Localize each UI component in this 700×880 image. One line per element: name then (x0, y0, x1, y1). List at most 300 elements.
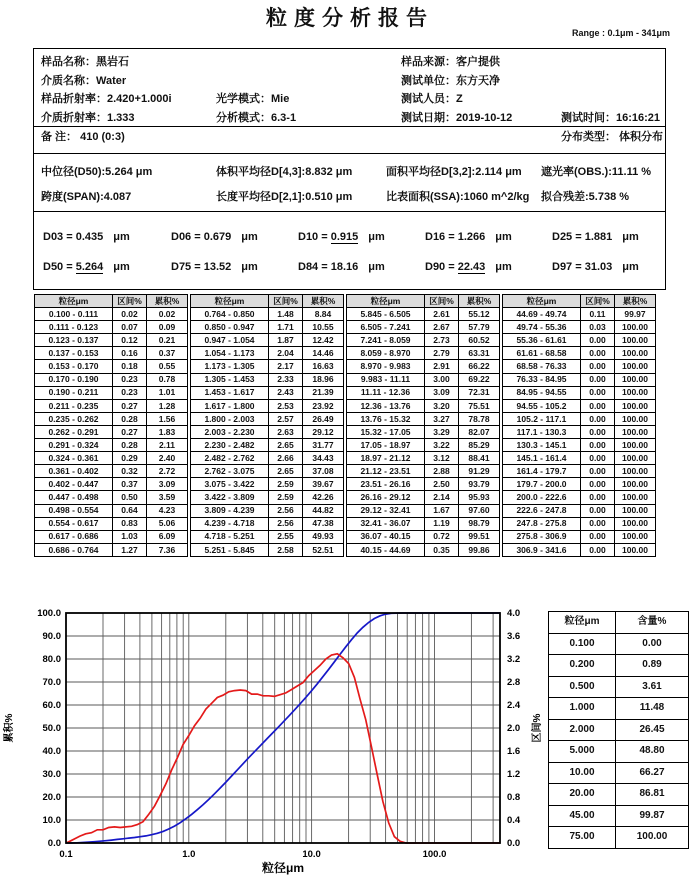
interval-pct-cell: 2.33 (269, 373, 303, 386)
info-field: 样品名称：黑岩石 (41, 56, 129, 69)
page-title: 粒度分析报告 (266, 7, 434, 30)
y-right-tick: 3.2 (507, 654, 521, 665)
table-row (191, 530, 344, 543)
distribution-table (34, 294, 668, 557)
table-row (191, 504, 344, 517)
table-row (35, 543, 188, 556)
d-name: D50 = (43, 261, 76, 273)
y-left-tick: 0.0 (47, 838, 61, 849)
table-row (191, 439, 344, 452)
table-row (347, 347, 500, 360)
interval-pct-cell: 3.12 (425, 452, 459, 465)
interval-pct-cell: 2.61 (425, 308, 459, 321)
y-right-tick: 2.4 (507, 700, 521, 711)
stat-field: 长度平均径D[2,1]:0.510 μm (216, 191, 353, 203)
size-range-cell: 11.11 - 12.36 (347, 386, 425, 399)
x-tick: 0.1 (59, 849, 73, 860)
interval-pct-cell: 0.83 (113, 517, 147, 530)
table-row (191, 334, 344, 347)
table-row (191, 543, 344, 556)
table-row (549, 805, 689, 827)
cumulative-pct-cell: 21.39 (303, 386, 344, 399)
d-name: D97 = (552, 261, 585, 273)
table-header-row (191, 295, 344, 308)
interval-pct-cell: 0.23 (113, 386, 147, 399)
stat-field: 面积平均径D[3,2]:2.114 μm (386, 166, 522, 178)
interval-pct-cell: 0.28 (113, 412, 147, 425)
cumulative-pct-cell: 69.22 (459, 373, 500, 386)
cumulative-pct-cell: 47.38 (303, 517, 344, 530)
table-row (35, 334, 188, 347)
interval-pct-cell: 0.00 (581, 530, 615, 543)
cumulative-pct-cell: 100.00 (615, 386, 656, 399)
table-row (35, 412, 188, 425)
cumulative-pct-cell: 57.79 (459, 321, 500, 334)
size-range-cell: 161.4 - 179.7 (503, 465, 581, 478)
interval-pct-cell: 0.00 (581, 491, 615, 504)
interval-pct-cell: 0.72 (425, 530, 459, 543)
cumulative-pct-cell: 72.31 (459, 386, 500, 399)
table-row (347, 399, 500, 412)
content-pct-cell: 86.81 (616, 784, 689, 806)
table-row (503, 452, 656, 465)
interval-pct-cell: 0.00 (581, 465, 615, 478)
table-row (347, 308, 500, 321)
size-range-cell: 0.111 - 0.123 (35, 321, 113, 334)
d-unit: μm (495, 261, 512, 273)
interval-pct-cell: 0.03 (581, 321, 615, 334)
d-values-row (34, 222, 665, 252)
size-range-cell: 179.7 - 200.0 (503, 478, 581, 491)
d-unit: μm (241, 261, 258, 273)
size-cell: 45.00 (549, 805, 616, 827)
stat-field: 拟合残差:5.738 % (541, 191, 630, 203)
y-left-tick: 20.0 (42, 792, 61, 803)
cumulative-pct-cell: 100.00 (615, 412, 656, 425)
cumulative-pct-cell: 100.00 (615, 452, 656, 465)
table-row (35, 478, 188, 491)
table-row (191, 399, 344, 412)
cumulative-pct-cell: 1.01 (147, 386, 188, 399)
cumulative-pct-cell: 7.36 (147, 543, 188, 556)
size-range-cell: 26.16 - 29.12 (347, 491, 425, 504)
size-range-cell: 1.173 - 1.305 (191, 360, 269, 373)
distribution-group-table (346, 294, 500, 557)
cumulative-pct-cell: 3.59 (147, 491, 188, 504)
y-left-tick: 30.0 (42, 769, 61, 780)
y-right-axis-label: 区间% (532, 713, 543, 743)
interval-pct-cell: 2.67 (425, 321, 459, 334)
cumulative-pct-cell: 85.29 (459, 439, 500, 452)
table-row (347, 543, 500, 556)
cumulative-pct-cell: 31.77 (303, 439, 344, 452)
table-row (35, 530, 188, 543)
size-range-cell: 0.686 - 0.764 (35, 543, 113, 556)
cumulative-pct-cell: 100.00 (615, 399, 656, 412)
column-header: 区间% (425, 295, 459, 308)
size-range-cell: 5.251 - 5.845 (191, 543, 269, 556)
interval-pct-cell: 2.17 (269, 360, 303, 373)
interval-pct-cell: 1.27 (113, 543, 147, 556)
size-range-cell: 49.74 - 55.36 (503, 321, 581, 334)
interval-pct-cell: 2.43 (269, 386, 303, 399)
table-row (503, 491, 656, 504)
d-number: 31.03 (584, 261, 613, 273)
d-value (425, 231, 552, 243)
size-range-cell: 84.95 - 94.55 (503, 386, 581, 399)
cumulative-pct-cell: 100.00 (615, 517, 656, 530)
interval-pct-cell: 0.00 (581, 478, 615, 491)
cumulative-pct-cell: 100.00 (615, 504, 656, 517)
info-field: 光学模式：Mie (216, 93, 290, 106)
interval-pct-cell: 3.29 (425, 425, 459, 438)
size-range-cell: 8.059 - 8.970 (347, 347, 425, 360)
column-header: 区间% (581, 295, 615, 308)
cumulative-pct-cell: 2.40 (147, 452, 188, 465)
d-number: 0.915 (330, 231, 359, 243)
size-range-cell: 145.1 - 161.4 (503, 452, 581, 465)
table-row (503, 425, 656, 438)
cumulative-pct-cell: 75.51 (459, 399, 500, 412)
size-cell: 0.100 (549, 633, 616, 655)
cumulative-pct-cell: 100.00 (615, 347, 656, 360)
cumulative-pct-cell: 100.00 (615, 491, 656, 504)
table-row (191, 412, 344, 425)
d-name: D90 = (425, 261, 458, 273)
size-range-cell: 306.9 - 341.6 (503, 543, 581, 556)
interval-pct-cell: 0.50 (113, 491, 147, 504)
table-header-row (347, 295, 500, 308)
size-range-cell: 0.617 - 0.686 (35, 530, 113, 543)
table-row (549, 698, 689, 720)
interval-pct-cell: 0.11 (581, 308, 615, 321)
table-row (347, 504, 500, 517)
cumulative-pct-cell: 82.07 (459, 425, 500, 438)
table-row (35, 321, 188, 334)
interval-pct-cell: 0.29 (113, 452, 147, 465)
d-number: 1.881 (584, 231, 613, 243)
size-range-cell: 9.983 - 11.11 (347, 373, 425, 386)
info-field: 分析模式：6.3-1 (216, 112, 297, 125)
size-range-cell: 2.482 - 2.762 (191, 452, 269, 465)
table-row (35, 465, 188, 478)
table-row (347, 321, 500, 334)
interval-pct-cell: 1.67 (425, 504, 459, 517)
size-range-cell: 8.970 - 9.983 (347, 360, 425, 373)
info-field: 测试单位：东方天净 (401, 74, 500, 87)
interval-pct-cell: 0.27 (113, 399, 147, 412)
size-range-cell: 0.137 - 0.153 (35, 347, 113, 360)
cumulative-pct-cell: 1.83 (147, 425, 188, 438)
interval-pct-cell: 2.53 (269, 399, 303, 412)
table-row (503, 373, 656, 386)
cumulative-pct-cell: 44.82 (303, 504, 344, 517)
statistics-box (33, 153, 666, 213)
interval-pct-cell: 3.22 (425, 439, 459, 452)
table-row (191, 373, 344, 386)
size-cell: 0.500 (549, 676, 616, 698)
size-range-cell: 3.809 - 4.239 (191, 504, 269, 517)
size-range-cell: 0.324 - 0.361 (35, 452, 113, 465)
size-range-cell: 13.76 - 15.32 (347, 412, 425, 425)
column-header: 含量% (616, 612, 689, 634)
content-pct-cell: 11.48 (616, 698, 689, 720)
y-left-tick: 70.0 (42, 677, 61, 688)
interval-pct-cell: 0.23 (113, 373, 147, 386)
cumulative-pct-cell: 8.84 (303, 308, 344, 321)
d-name: D75 = (171, 261, 204, 273)
content-pct-cell: 0.00 (616, 633, 689, 655)
cumulative-pct-cell: 18.96 (303, 373, 344, 386)
y-left-axis-label: 累积% (4, 713, 15, 743)
d-unit: μm (368, 261, 385, 273)
table-row (503, 386, 656, 399)
info-field: 介质折射率：1.333 (41, 112, 135, 125)
d-name: D16 = (425, 231, 458, 243)
table-row (347, 517, 500, 530)
interval-pct-cell: 0.00 (581, 399, 615, 412)
size-range-cell: 12.36 - 13.76 (347, 399, 425, 412)
cumulative-pct-cell: 97.60 (459, 504, 500, 517)
d-number: 13.52 (203, 261, 232, 273)
cumulative-pct-cell: 91.29 (459, 465, 500, 478)
size-range-cell: 247.8 - 275.8 (503, 517, 581, 530)
d-value (298, 261, 425, 273)
d-value (552, 231, 665, 243)
size-range-cell: 0.262 - 0.291 (35, 425, 113, 438)
table-row (503, 360, 656, 373)
size-range-cell: 0.123 - 0.137 (35, 334, 113, 347)
d-percentiles-box (33, 211, 666, 290)
size-range-cell: 0.170 - 0.190 (35, 373, 113, 386)
summary-table (548, 611, 689, 849)
column-header: 累积% (459, 295, 500, 308)
interval-pct-cell: 2.63 (269, 425, 303, 438)
size-range-cell: 3.075 - 3.422 (191, 478, 269, 491)
info-field: 测试时间：16:16:21 (561, 112, 661, 125)
d-name: D06 = (171, 231, 204, 243)
size-range-cell: 15.32 - 17.05 (347, 425, 425, 438)
interval-pct-cell: 0.07 (113, 321, 147, 334)
cumulative-pct-cell: 99.97 (615, 308, 656, 321)
d-unit: μm (495, 231, 512, 243)
column-header: 粒径μm (503, 295, 581, 308)
table-row (549, 784, 689, 806)
table-row (347, 478, 500, 491)
table-row (347, 439, 500, 452)
d-name: D84 = (298, 261, 331, 273)
cumulative-pct-cell: 26.49 (303, 412, 344, 425)
table-row (35, 399, 188, 412)
y-right-tick: 0.0 (507, 838, 521, 849)
size-range-cell: 0.498 - 0.554 (35, 504, 113, 517)
y-left-tick: 40.0 (42, 746, 61, 757)
d-number: 5.264 (75, 261, 104, 273)
interval-pct-cell: 0.00 (581, 360, 615, 373)
column-header: 区间% (269, 295, 303, 308)
y-right-tick: 4.0 (507, 608, 521, 619)
cumulative-pct-cell: 1.56 (147, 412, 188, 425)
content-pct-cell: 26.45 (616, 719, 689, 741)
size-range-cell: 32.41 - 36.07 (347, 517, 425, 530)
table-row (503, 543, 656, 556)
cumulative-pct-cell: 0.37 (147, 347, 188, 360)
table-row (347, 425, 500, 438)
interval-pct-cell: 0.37 (113, 478, 147, 491)
table-row (191, 308, 344, 321)
y-right-tick: 0.8 (507, 792, 521, 803)
y-right-tick: 2.0 (507, 723, 521, 734)
interval-pct-cell: 0.00 (581, 504, 615, 517)
size-range-cell: 0.153 - 0.170 (35, 360, 113, 373)
size-range-cell: 105.2 - 117.1 (503, 412, 581, 425)
table-row (35, 373, 188, 386)
content-pct-cell: 100.00 (616, 827, 689, 849)
content-pct-cell: 66.27 (616, 762, 689, 784)
cumulative-pct-cell: 2.72 (147, 465, 188, 478)
cumulative-pct-cell: 100.00 (615, 478, 656, 491)
table-row (347, 465, 500, 478)
column-header: 累积% (303, 295, 344, 308)
interval-pct-cell: 0.12 (113, 334, 147, 347)
interval-pct-cell: 2.59 (269, 478, 303, 491)
y-left-tick: 60.0 (42, 700, 61, 711)
table-row (35, 491, 188, 504)
interval-pct-cell: 3.09 (425, 386, 459, 399)
stat-field: 遮光率(OBS.):11.11 % (541, 166, 652, 178)
d-number: 0.679 (203, 231, 232, 243)
stat-field: 跨度(SPAN):4.087 (41, 191, 132, 203)
cumulative-pct-cell: 99.51 (459, 530, 500, 543)
d-value (43, 231, 171, 243)
interval-pct-cell: 0.00 (581, 373, 615, 386)
d-unit: μm (113, 231, 130, 243)
cumulative-pct-cell: 100.00 (615, 439, 656, 452)
cumulative-pct-cell: 100.00 (615, 425, 656, 438)
stat-field: 中位径(D50):5.264 μm (41, 166, 153, 178)
table-row (549, 655, 689, 677)
table-row (191, 425, 344, 438)
size-cell: 2.000 (549, 719, 616, 741)
stat-field: 体积平均径D[4,3]:8.832 μm (216, 166, 353, 178)
table-row (503, 321, 656, 334)
interval-pct-cell: 1.03 (113, 530, 147, 543)
table-header-row (35, 295, 188, 308)
d-value (171, 231, 298, 243)
cumulative-pct-cell: 29.12 (303, 425, 344, 438)
interval-pct-cell: 1.19 (425, 517, 459, 530)
info-field: 样品来源：客户提供 (401, 56, 500, 69)
d-number: 1.266 (457, 231, 486, 243)
y-right-tick: 1.2 (507, 769, 521, 780)
size-range-cell: 200.0 - 222.6 (503, 491, 581, 504)
interval-pct-cell: 0.00 (581, 425, 615, 438)
size-range-cell: 4.239 - 4.718 (191, 517, 269, 530)
cumulative-pct-cell: 95.93 (459, 491, 500, 504)
y-right-tick: 0.4 (507, 815, 521, 826)
table-row (503, 504, 656, 517)
cumulative-pct-cell: 88.41 (459, 452, 500, 465)
size-range-cell: 0.291 - 0.324 (35, 439, 113, 452)
summary-table (548, 611, 689, 849)
table-row (549, 633, 689, 655)
sample-info-box (33, 48, 666, 154)
table-row (503, 517, 656, 530)
table-row (35, 504, 188, 517)
table-row (503, 308, 656, 321)
cumulative-pct-cell: 16.63 (303, 360, 344, 373)
size-range-cell: 76.33 - 84.95 (503, 373, 581, 386)
interval-pct-cell: 0.35 (425, 543, 459, 556)
interval-pct-cell: 2.50 (425, 478, 459, 491)
table-row (503, 347, 656, 360)
table-row (35, 347, 188, 360)
content-pct-cell: 3.61 (616, 676, 689, 698)
size-range-cell: 29.12 - 32.41 (347, 504, 425, 517)
size-range-cell: 0.447 - 0.498 (35, 491, 113, 504)
size-range-cell: 4.718 - 5.251 (191, 530, 269, 543)
size-cell: 75.00 (549, 827, 616, 849)
table-row (503, 439, 656, 452)
content-pct-cell: 48.80 (616, 741, 689, 763)
cumulative-pct-cell: 37.08 (303, 465, 344, 478)
size-range-cell: 1.800 - 2.003 (191, 412, 269, 425)
x-tick: 10.0 (302, 849, 321, 860)
column-header: 粒径μm (35, 295, 113, 308)
table-row (191, 360, 344, 373)
cumulative-pct-cell: 6.09 (147, 530, 188, 543)
table-row (549, 719, 689, 741)
info-field: 样品折射率：2.420+1.000i (41, 93, 172, 106)
cumulative-pct-cell: 39.67 (303, 478, 344, 491)
size-range-cell: 21.12 - 23.51 (347, 465, 425, 478)
distribution-group-table (502, 294, 656, 557)
size-range-cell: 3.422 - 3.809 (191, 491, 269, 504)
info-row (34, 52, 665, 71)
cumulative-pct-cell: 100.00 (615, 360, 656, 373)
interval-pct-cell: 0.32 (113, 465, 147, 478)
cumulative-pct-cell: 98.79 (459, 517, 500, 530)
info-row (34, 89, 665, 108)
table-row (347, 452, 500, 465)
size-range-cell: 17.05 - 18.97 (347, 439, 425, 452)
column-header: 粒径μm (191, 295, 269, 308)
d-value (298, 231, 425, 243)
size-range-cell: 1.453 - 1.617 (191, 386, 269, 399)
size-range-cell: 2.762 - 3.075 (191, 465, 269, 478)
size-range-cell: 61.61 - 68.58 (503, 347, 581, 360)
x-axis-label: 粒径μm (261, 861, 305, 875)
y-left-tick: 50.0 (42, 723, 61, 734)
interval-pct-cell: 2.59 (269, 491, 303, 504)
size-range-cell: 68.58 - 76.33 (503, 360, 581, 373)
interval-pct-cell: 2.66 (269, 452, 303, 465)
d-unit: μm (622, 231, 639, 243)
table-row (549, 827, 689, 849)
cumulative-pct-cell: 0.21 (147, 334, 188, 347)
y-left-tick: 10.0 (42, 815, 61, 826)
d-value (552, 261, 665, 273)
column-header: 累积% (615, 295, 656, 308)
table-row (191, 491, 344, 504)
table-row (347, 386, 500, 399)
size-range-cell: 1.054 - 1.173 (191, 347, 269, 360)
interval-pct-cell: 2.14 (425, 491, 459, 504)
size-range-cell: 0.947 - 1.054 (191, 334, 269, 347)
range-note: Range : 0.1μm - 341μm (571, 28, 670, 38)
interval-pct-cell: 3.20 (425, 399, 459, 412)
interval-pct-cell: 0.00 (581, 334, 615, 347)
